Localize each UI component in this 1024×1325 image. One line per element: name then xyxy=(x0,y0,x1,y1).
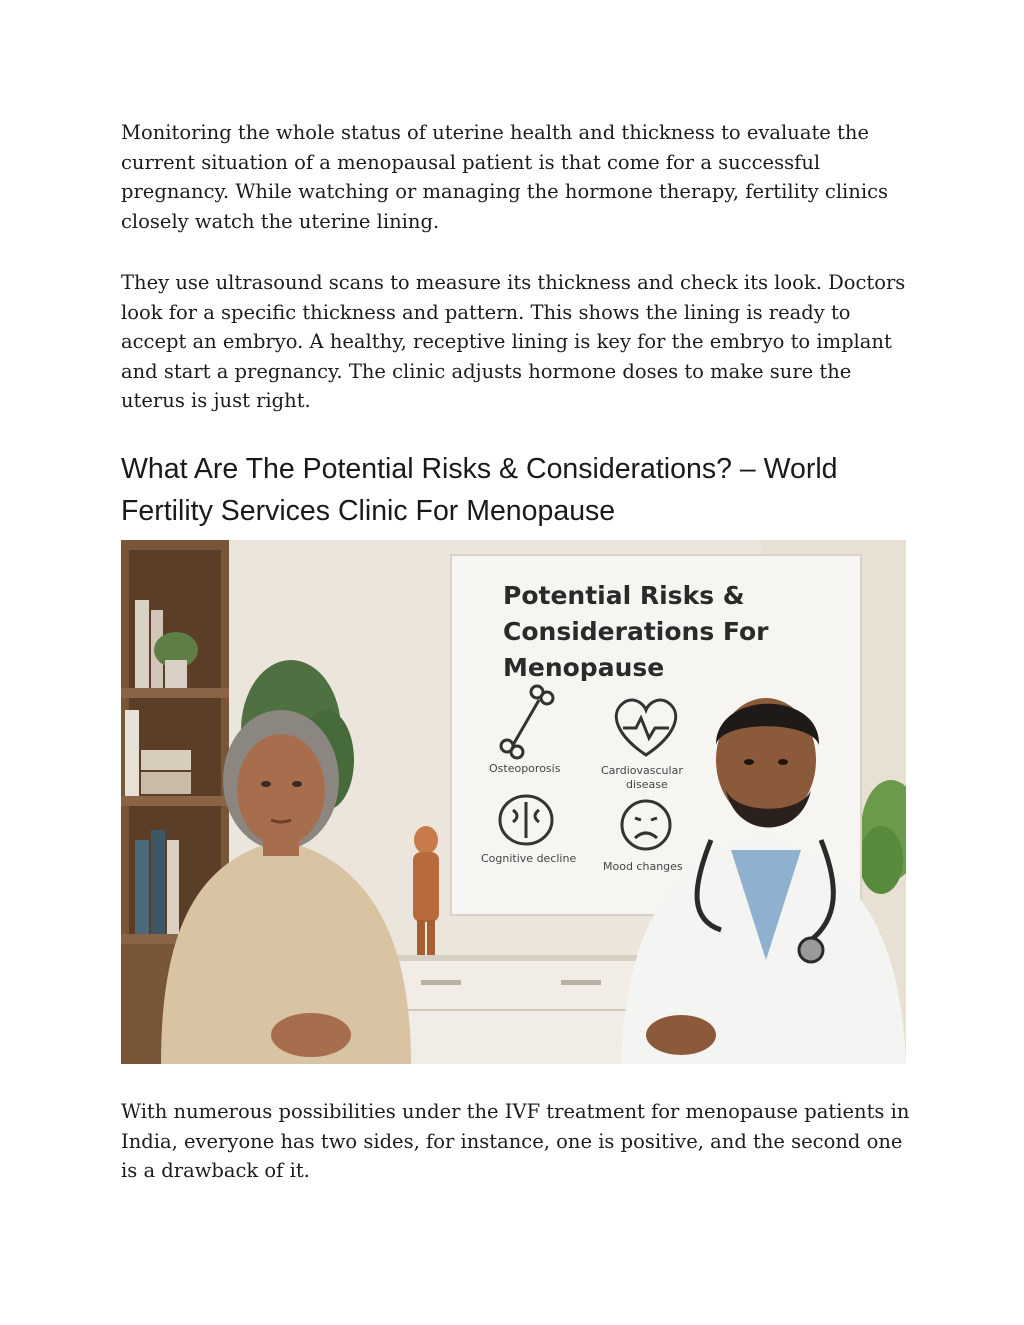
label-brain: Cognitive decline xyxy=(481,852,577,865)
heading-line-2: Fertility Services Clinic For Menopause xyxy=(121,495,616,527)
poster-title-1: Potential Risks & xyxy=(503,581,745,610)
section-heading xyxy=(121,448,921,532)
clinic-photo xyxy=(121,540,906,1064)
heading-line-1: What Are The Potential Risks & Considerations? – World xyxy=(121,453,838,485)
poster-title-3: Menopause xyxy=(503,653,665,682)
label-heart-1: Cardiovascular xyxy=(601,764,683,777)
label-heart-2: disease xyxy=(626,778,668,791)
closing-paragraph: With numerous possibilities under the IVF treatment for menopause patients in India, everyone has two sides, for instance, one is positive, and the second one is a drawback of it. xyxy=(121,1100,910,1182)
ultrasound-paragraph: They use ultrasound scans to measure its thickness and check its look. Doctors look for a specific thickness and pattern. This shows the lining is ready to accept an embryo. A healthy, receptive lining is key for the embryo to implant and start a pregnancy. The clinic adjusts hormone doses to make sure the uterus is just right. xyxy=(121,271,906,412)
intro-paragraph: Monitoring the whole status of uterine health and thickness to evaluate the current situation of a menopausal patient is that come for a successful pregnancy. While watching or managing the hormone therapy, fertility clinics closely watch the uterine lining. xyxy=(121,121,889,233)
poster-title-2: Considerations For xyxy=(503,617,769,646)
label-bone: Osteoporosis xyxy=(489,762,561,775)
label-mood: Mood changes xyxy=(603,860,683,873)
